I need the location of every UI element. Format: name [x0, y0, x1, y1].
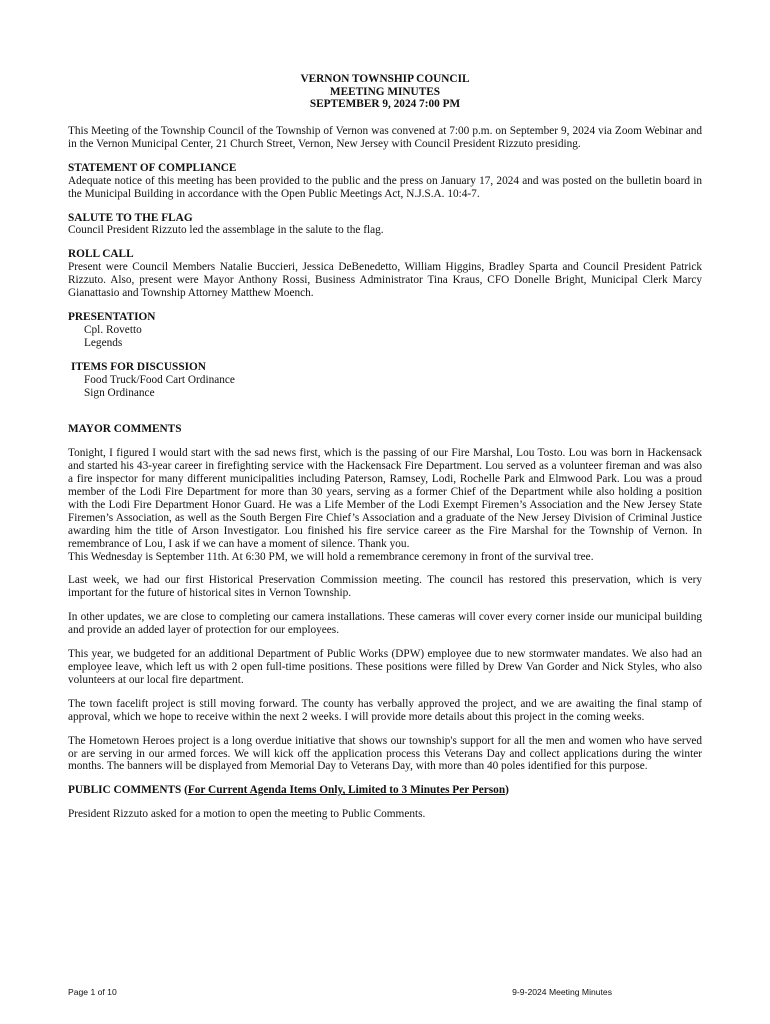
mayor-paragraph: Tonight, I figured I would start with the sad news first, which is the passing of our Fire Marshal, Lou Tosto. Lou was born in Hackensack and started his 43-year career in firefighting service with the Hackensack Fire Department. Lou served as a volunteer fireman and was also a fire inspector for many different municipalities including Paterson, Ramsey, Lodi, Rochelle Park and Elmwood Park. Lou was a proud member of the Lodi Fire Department for more than 30 years, serving as a former Chief of the Department while also holding a position with the Lodi Fire Department Honor Guard. He was a Life Member of the Lodi Exempt Firemen’s Association and the New Jersey State Firemen’s Association, as well as the South Bergen Fire Chief’s Association and a graduate of the New Jersey Division of Criminal Justice awarding him the title of Arson Investigator. Lou finished his fire service career as the Fire Marshal for the Township of Vernon. In remembrance of Lou, I ask if we can have a moment of silence. Thank you.: [68, 447, 702, 550]
footer-document-title: 9-9-2024 Meeting Minutes: [512, 987, 612, 997]
public-comments-heading-suffix: ): [505, 784, 509, 797]
compliance-text: Adequate notice of this meeting has been provided to the public and the press on January 17, 2024 and was posted on the bulletin board in the Municipal Building in accordance with the Open Public Meetings Act, N.J.S.A. 10:4-7.: [68, 174, 702, 200]
document-body: [68, 125, 702, 821]
discussion-heading: ITEMS FOR DISCUSSION: [71, 360, 206, 373]
public-comments-text: President Rizzuto asked for a motion to open the meeting to Public Comments.: [68, 808, 426, 821]
mayor-paragraph: Last week, we had our first Historical Preservation Commission meeting. The council has restored this preservation, which is very important for the future of historical sites in Vernon Township.: [68, 574, 702, 600]
public-comments-heading-prefix: PUBLIC COMMENTS (: [68, 784, 188, 797]
mayor-paragraph: In other updates, we are close to completing our camera installations. These cameras will cover every corner inside our municipal building and provide an added layer of protection for our employees.: [68, 611, 702, 637]
compliance-heading: STATEMENT OF COMPLIANCE: [68, 161, 237, 174]
mayor-comments-heading: MAYOR COMMENTS: [68, 423, 182, 436]
presentation-item: Cpl. Rovetto: [84, 323, 142, 336]
header-date: SEPTEMBER 9, 2024 7:00 PM: [309, 98, 461, 110]
discussion-item: Sign Ordinance: [84, 386, 155, 399]
roll-call-heading: ROLL CALL: [68, 248, 134, 261]
mayor-paragraph: The Hometown Heroes project is a long overdue initiative that shows our township's support for all the men and women who have served or are serving in our armed forces. We will kick off the application process this Veterans Day and collect applications during the winter months. The banners will be displayed from Memorial Day to Veterans Day, with more than 40 poles identified for this purpose.: [68, 734, 702, 773]
header-title: VERNON TOWNSHIP COUNCIL: [300, 73, 470, 85]
mayor-paragraph: This Wednesday is September 11th. At 6:30 PM, we will hold a remembrance ceremony in front of the survival tree.: [68, 550, 594, 563]
salute-heading: SALUTE TO THE FLAG: [68, 211, 193, 224]
header-subtitle: MEETING MINUTES: [329, 85, 441, 98]
document-header: [0, 73, 770, 111]
public-comments-heading: [68, 784, 702, 797]
footer-page-number: Page 1 of 10: [68, 987, 117, 997]
mayor-paragraph: The town facelift project is still moving forward. The county has verbally approved the project, and we are awaiting the final stamp of approval, which we hope to receive within the next 2 weeks. I will provide more details about this project in the coming weeks.: [68, 697, 702, 723]
public-comments-heading-underlined: For Current Agenda Items Only, Limited to 3 Minutes Per Person: [187, 784, 506, 797]
presentation-item: Legends: [84, 336, 123, 349]
discussion-item: Food Truck/Food Cart Ordinance: [84, 373, 235, 386]
roll-call-text: Present were Council Members Natalie Buccieri, Jessica DeBenedetto, William Higgins, Bradley Sparta and Council President Patrick Rizzuto. Also, present were Mayor Anthony Rossi, Business Administrator Tina Kraus, CFO Donelle Bright, Municipal Clerk Marcy Gianattasio and Township Attorney Matthew Moench.: [68, 261, 702, 300]
presentation-heading: PRESENTATION: [68, 310, 156, 323]
mayor-paragraph: This year, we budgeted for an additional Department of Public Works (DPW) employee due to new stormwater mandates. We also had an employee leave, which left us with 2 open full-time positions. These positions were filled by Drew Van Gorder and Nick Styles, who also volunteers at our local fire department.: [68, 648, 702, 686]
intro-paragraph: This Meeting of the Township Council of the Township of Vernon was convened at 7:00 p.m. on September 9, 2024 via Zoom Webinar and in the Vernon Municipal Center, 21 Church Street, Vernon, New Jersey with Council President Rizzuto presiding.: [68, 125, 702, 150]
salute-text: Council President Rizzuto led the assemblage in the salute to the flag.: [68, 224, 384, 237]
